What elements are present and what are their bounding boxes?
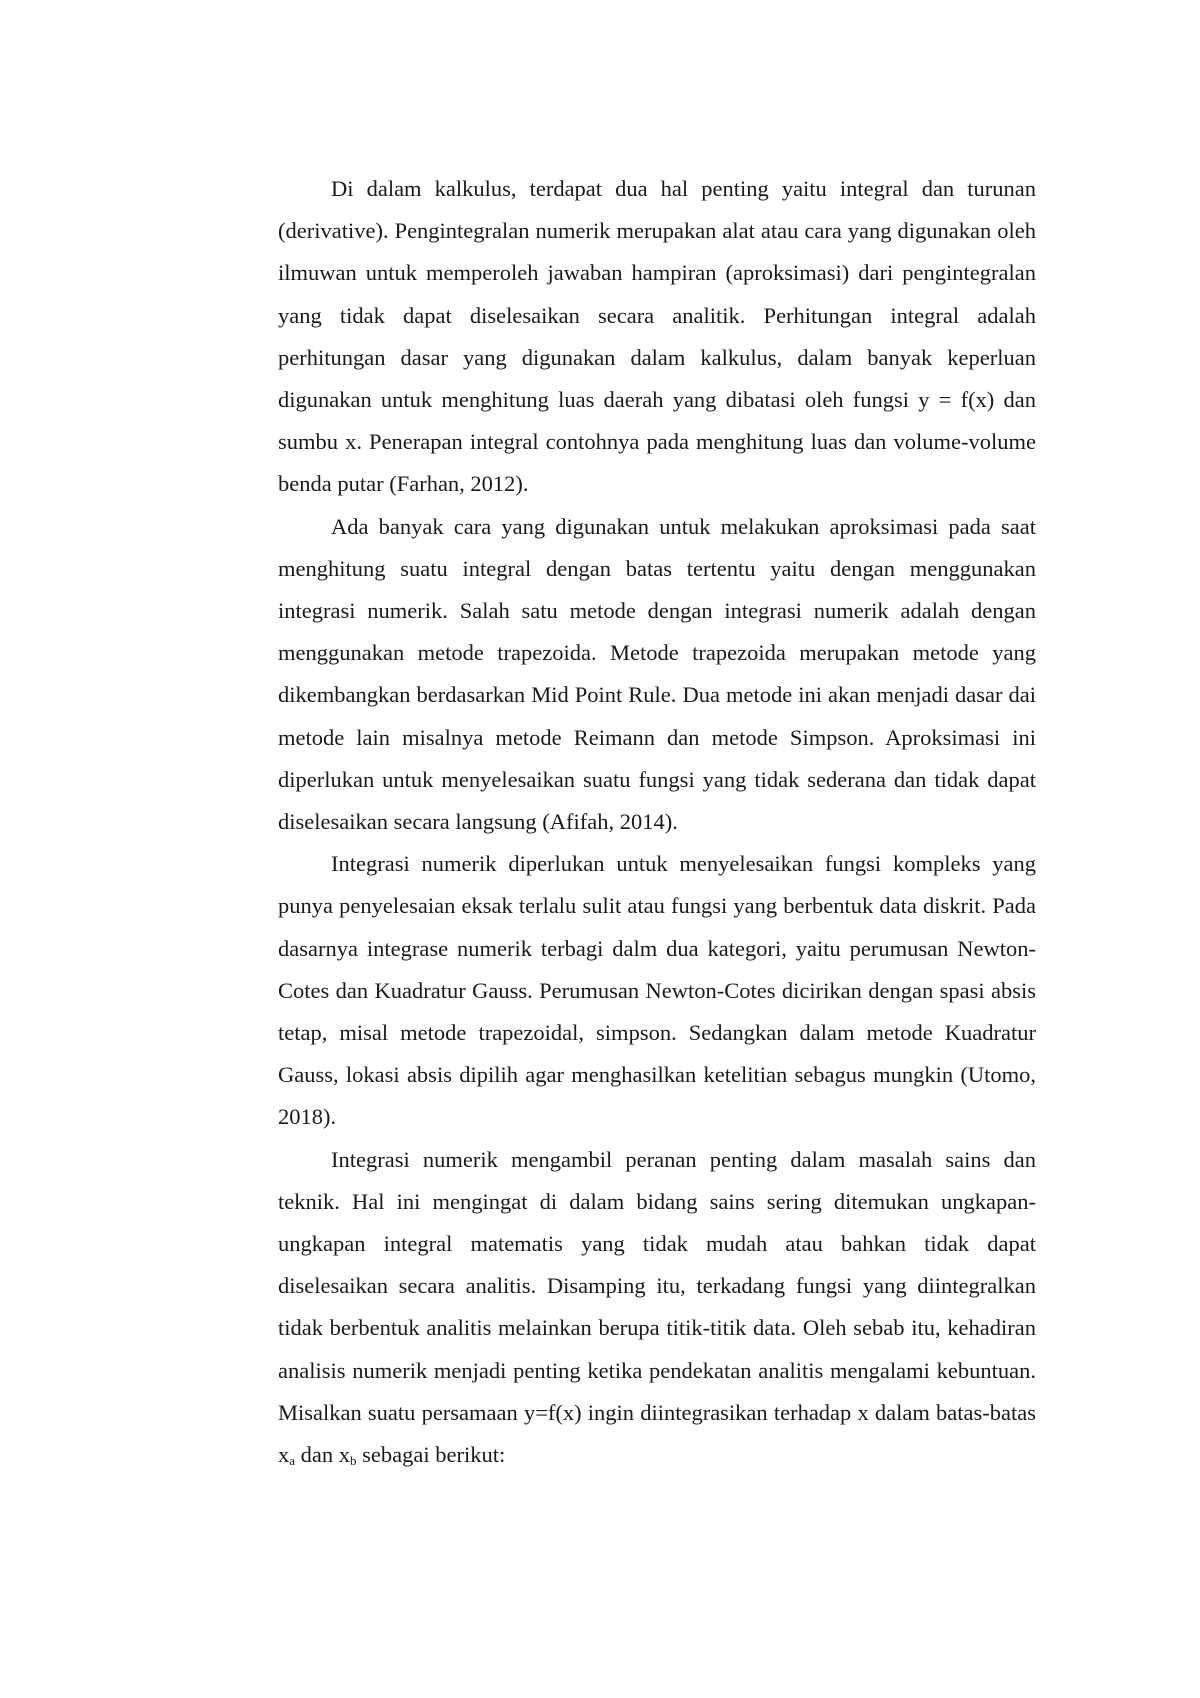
paragraph-4-connector: dan x [295,1442,351,1468]
subscript-b: b [350,1453,357,1469]
paragraph-3: Integrasi numerik diperlukan untuk menyelesaikan fungsi kompleks yang punya penyelesaian eksak terlalu sulit atau fungsi yang berbentuk data diskrit. Pada dasarnya integrase numerik terbagi dalm dua kategori, yaitu perumusan Newton-Cotes dan Kuadratur Gauss. Perumusan Newton-Cotes dicirikan dengan spasi absis tetap, misal metode trapezoidal, simpson. Sedangkan dalam metode Kuadratur Gauss, lokasi absis dipilih agar menghasilkan ketelitian sebagus mungkin (Utomo, 2018). [278,851,1036,1130]
subscript-a: a [289,1453,296,1469]
paragraph-1: Di dalam kalkulus, terdapat dua hal penting yaitu integral dan turunan (derivative). Pengintegralan numerik merupakan alat atau cara yang digunakan oleh ilmuwan untuk memperoleh jawaban hampiran (aproksimasi) dari pengintegralan yang tidak dapat diselesaikan secara analitik. Perhitungan integral adalah perhitungan dasar yang digunakan dalam kalkulus, dalam banyak keperluan digunakan untuk menghitung luas daerah yang dibatasi oleh fungsi y = f(x) dan sumbu x. Penerapan integral contohnya pada menghitung luas dan volume-volume benda putar (Farhan, 2012). [278,176,1036,497]
paragraph-2: Ada banyak cara yang digunakan untuk melakukan aproksimasi pada saat menghitung suatu integral dengan batas tertentu yaitu dengan menggunakan integrasi numerik. Salah satu metode dengan integrasi numerik adalah dengan menggunakan metode trapezoida. Metode trapezoida merupakan metode yang dikembangkan berdasarkan Mid Point Rule. Dua metode ini akan menjadi dasar dai metode lain misalnya metode Reimann dan metode Simpson. Aproksimasi ini diperlukan untuk menyelesaikan suatu fungsi yang tidak sederana dan tidak dapat diselesaikan secara langsung (Afifah, 2014). [278,513,1036,835]
paragraph-4-text: Integrasi numerik mengambil peranan penting dalam masalah sains dan teknik. Hal ini mengingat di dalam bidang sains sering ditemukan ungkapan-ungkapan integral matematis yang tidak mudah atau bahkan tidak dapat diselesaikan secara analitis. Disamping itu, terkadang fungsi yang diintegralkan tidak berbentuk analitis melainkan berupa titik-titik data. Oleh sebab itu, kehadiran analisis numerik menjadi penting ketika pendekatan analitis mengalami kebuntuan. Misalkan suatu persamaan y=f(x) ingin diintegrasikan terhadap x dalam batas-batas x [278,1146,1036,1468]
paragraph-4 [278,1139,1036,1477]
paragraph-4-ending: sebagai berikut: [356,1442,506,1468]
body-text [278,168,1036,1476]
